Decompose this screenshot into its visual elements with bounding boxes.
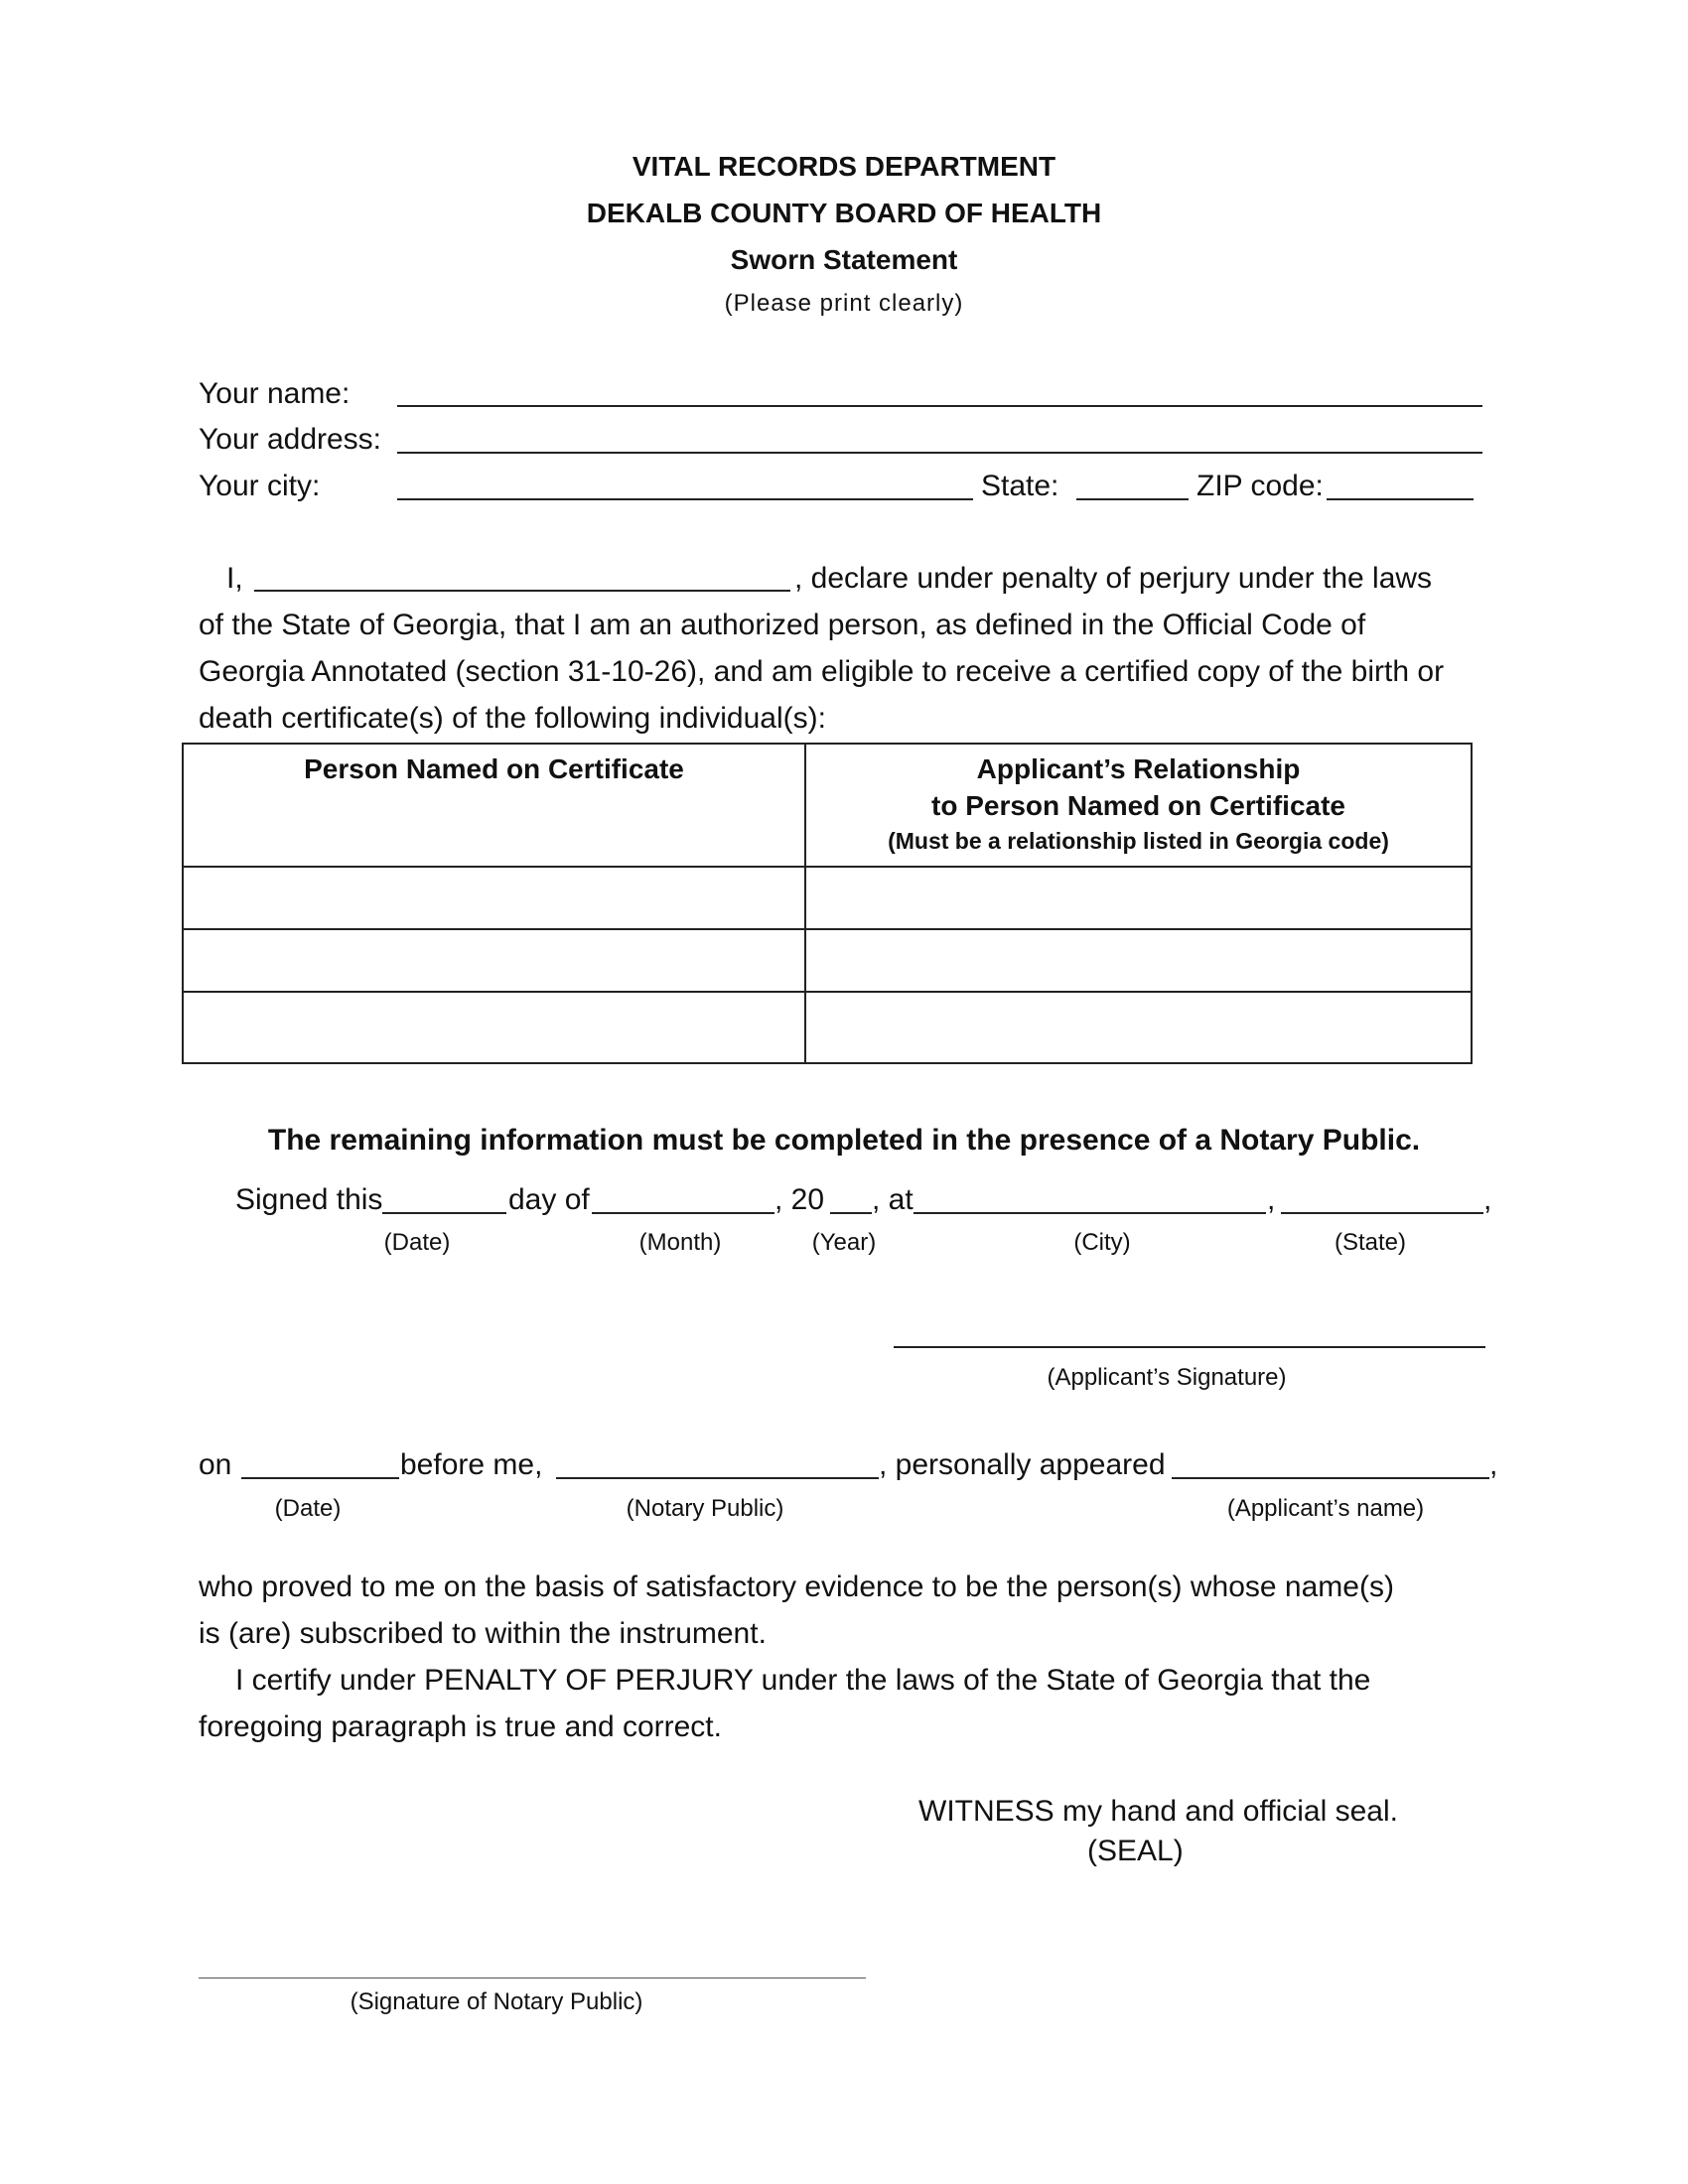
table-row bbox=[183, 867, 1472, 929]
notary-signature-caption: (Signature of Notary Public) bbox=[350, 1988, 643, 2015]
applicant-signature-field[interactable] bbox=[894, 1346, 1485, 1348]
department-title: VITAL RECORDS DEPARTMENT bbox=[632, 151, 1056, 182]
state-field[interactable] bbox=[1076, 498, 1189, 500]
certificate-table bbox=[182, 743, 1473, 1064]
city-caption: (City) bbox=[1073, 1229, 1131, 1256]
declaration-line2: of the State of Georgia, that I am an authorized person, as defined in the Official Code of bbox=[199, 609, 1366, 641]
state-label: State: bbox=[981, 470, 1059, 502]
appearance-date-caption: (Date) bbox=[274, 1495, 342, 1522]
appearance-comma: , bbox=[1489, 1448, 1498, 1481]
month-caption: (Month) bbox=[638, 1229, 722, 1256]
col-relationship-note: (Must be a relationship listed in Georgia code) bbox=[888, 828, 1389, 854]
declaration-prefix: I, bbox=[226, 562, 243, 595]
applicant-name-field[interactable] bbox=[1172, 1477, 1489, 1479]
on-label: on bbox=[199, 1448, 232, 1481]
declarant-name-field[interactable] bbox=[254, 590, 790, 592]
notary-signature-field[interactable] bbox=[199, 1978, 866, 1979]
notary-notice: The remaining information must be completed in the presence of a Notary Public. bbox=[267, 1124, 1421, 1157]
notary-name-field[interactable] bbox=[556, 1477, 879, 1479]
zip-field[interactable] bbox=[1327, 498, 1474, 500]
state-comma: , bbox=[1483, 1183, 1492, 1216]
person-cell[interactable] bbox=[183, 929, 805, 992]
city-field[interactable] bbox=[397, 498, 973, 500]
state-caption: (State) bbox=[1334, 1229, 1407, 1256]
city-comma: , bbox=[1267, 1183, 1276, 1216]
declaration-line3: Georgia Annotated (section 31-10-26), and am eligible to receive a certified copy of the birth or bbox=[199, 655, 1445, 688]
certification-line3: I certify under PENALTY OF PERJURY under the laws of the State of Georgia that the bbox=[235, 1664, 1371, 1697]
signed-state-field[interactable] bbox=[1281, 1212, 1483, 1214]
board-title: DEKALB COUNTY BOARD OF HEALTH bbox=[586, 198, 1102, 228]
declaration-line4: death certificate(s) of the following individual(s): bbox=[199, 702, 826, 735]
person-cell[interactable] bbox=[183, 867, 805, 929]
table-row bbox=[183, 929, 1472, 992]
year-caption: (Year) bbox=[811, 1229, 877, 1256]
certification-line1: who proved to me on the basis of satisfactory evidence to be the person(s) whose name(s) bbox=[199, 1570, 1394, 1603]
signed-day-field[interactable] bbox=[382, 1212, 506, 1214]
appearance-date-field[interactable] bbox=[241, 1477, 399, 1479]
before-me-label: before me, bbox=[400, 1448, 543, 1481]
notary-caption: (Notary Public) bbox=[626, 1495, 784, 1522]
seal-label: (SEAL) bbox=[1087, 1835, 1184, 1867]
address-label: Your address: bbox=[199, 423, 382, 456]
col-relationship-header-line2: to Person Named on Certificate bbox=[931, 790, 1345, 821]
name-label: Your name: bbox=[199, 377, 351, 410]
personally-appeared-label: , personally appeared bbox=[879, 1448, 1166, 1481]
form-title: Sworn Statement bbox=[730, 244, 958, 275]
person-cell[interactable] bbox=[183, 992, 805, 1063]
signed-city-field[interactable] bbox=[914, 1212, 1266, 1214]
relationship-cell[interactable] bbox=[805, 992, 1472, 1063]
address-field[interactable] bbox=[397, 452, 1482, 454]
col-person-header-label: Person Named on Certificate bbox=[304, 753, 684, 784]
date-caption: (Date) bbox=[383, 1229, 451, 1256]
signed-this-label: Signed this bbox=[235, 1183, 383, 1216]
declaration-text: , declare under penalty of perjury under the laws bbox=[794, 562, 1433, 595]
signed-year-field[interactable] bbox=[830, 1212, 872, 1214]
table-row bbox=[183, 992, 1472, 1063]
day-of-label: day of bbox=[508, 1183, 590, 1216]
relationship-cell[interactable] bbox=[805, 867, 1472, 929]
certification-line2: is (are) subscribed to within the instrument. bbox=[199, 1617, 767, 1650]
col-person-header bbox=[183, 744, 805, 867]
witness-text: WITNESS my hand and official seal. bbox=[918, 1795, 1398, 1828]
col-relationship-header-line1: Applicant’s Relationship bbox=[976, 753, 1301, 784]
name-field[interactable] bbox=[397, 405, 1482, 407]
applicant-signature-caption: (Applicant’s Signature) bbox=[1047, 1364, 1287, 1391]
city-label: Your city: bbox=[199, 470, 321, 502]
year-prefix: , 20 bbox=[774, 1183, 825, 1216]
print-instruction: (Please print clearly) bbox=[724, 290, 964, 317]
signed-month-field[interactable] bbox=[592, 1212, 774, 1214]
col-relationship-header bbox=[805, 744, 1472, 867]
zip-label: ZIP code: bbox=[1196, 470, 1324, 502]
relationship-cell[interactable] bbox=[805, 929, 1472, 992]
applicant-name-caption: (Applicant’s name) bbox=[1226, 1495, 1425, 1522]
at-label: , at bbox=[872, 1183, 914, 1216]
certification-line4: foregoing paragraph is true and correct. bbox=[199, 1710, 722, 1743]
